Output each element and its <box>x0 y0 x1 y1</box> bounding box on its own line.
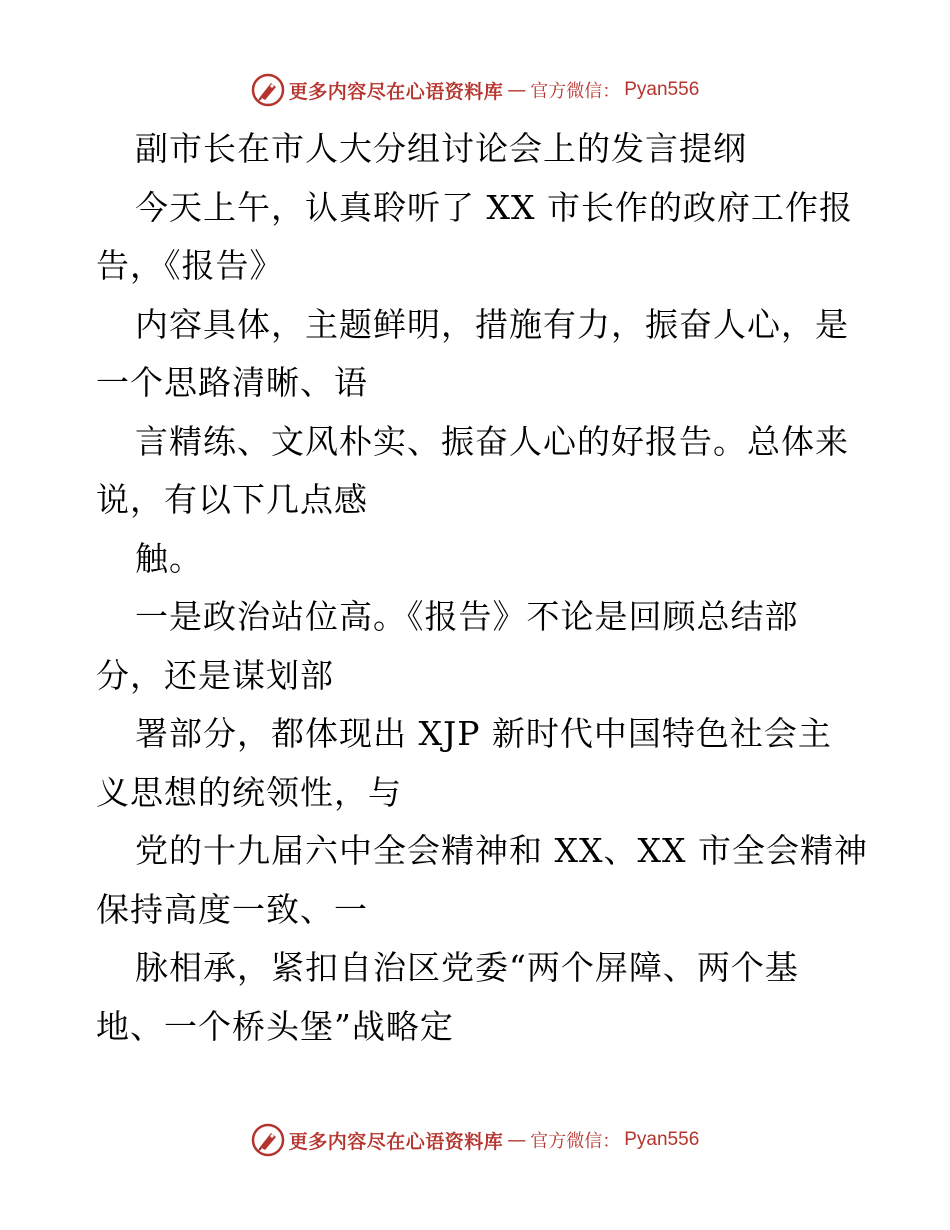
pen-nib-logo-icon <box>251 73 285 107</box>
paragraph-line: 一是政治站位高。《报告》不论是回顾总结部 <box>135 597 799 636</box>
header-wechat-handle: Pyan556 <box>624 79 700 100</box>
paragraph-line: 触。 <box>135 538 203 578</box>
paragraph-line: 署部分，都体现出 XJP 新时代中国特色社会主 <box>135 714 832 753</box>
paragraph-line: 保持高度一致、一 <box>96 889 368 929</box>
header-brand-text: 更多内容尽在心语资料库 <box>288 80 504 103</box>
page-header <box>0 70 950 110</box>
header-brand <box>251 73 700 107</box>
footer-dash: — <box>507 1129 527 1151</box>
paragraph-line: 地、一个桥头堡”战略定 <box>96 1006 454 1046</box>
paragraph-line: 内容具体，主题鲜明，措施有力，振奋人心，是 <box>135 304 849 344</box>
footer-wechat-label: 官方微信： <box>530 1131 621 1152</box>
header-wechat-label: 官方微信： <box>530 81 621 102</box>
footer-brand-text: 更多内容尽在心语资料库 <box>288 1130 504 1153</box>
paragraph-line: 今天上午，认真聆听了 XX 市长作的政府工作报 <box>135 187 853 227</box>
paragraph-line: 告，《报告》 <box>96 246 284 285</box>
paragraph-line: 义思想的统领性，与 <box>96 772 402 812</box>
footer-brand <box>251 1123 700 1157</box>
paragraph-line: 一个思路清晰、语 <box>96 363 368 402</box>
page-footer <box>0 1120 950 1160</box>
document-title: 副市长在市人大分组讨论会上的发言提纲 <box>135 129 747 168</box>
paragraph-line: 说，有以下几点感 <box>96 480 368 519</box>
pen-nib-logo-icon <box>251 1123 285 1157</box>
footer-wechat-handle: Pyan556 <box>624 1129 700 1150</box>
paragraph-line: 分，还是谋划部 <box>96 655 334 695</box>
header-dash: — <box>507 79 527 101</box>
paragraph-line: 脉相承，紧扣自治区党委“两个屏障、两个基 <box>135 948 799 987</box>
paragraph-line: 言精练、文风朴实、振奋人心的好报告。总体来 <box>135 421 849 461</box>
paragraph-line: 党的十九届六中全会精神和 XX、XX 市全会精神 <box>135 831 868 870</box>
document-body <box>96 120 868 1056</box>
